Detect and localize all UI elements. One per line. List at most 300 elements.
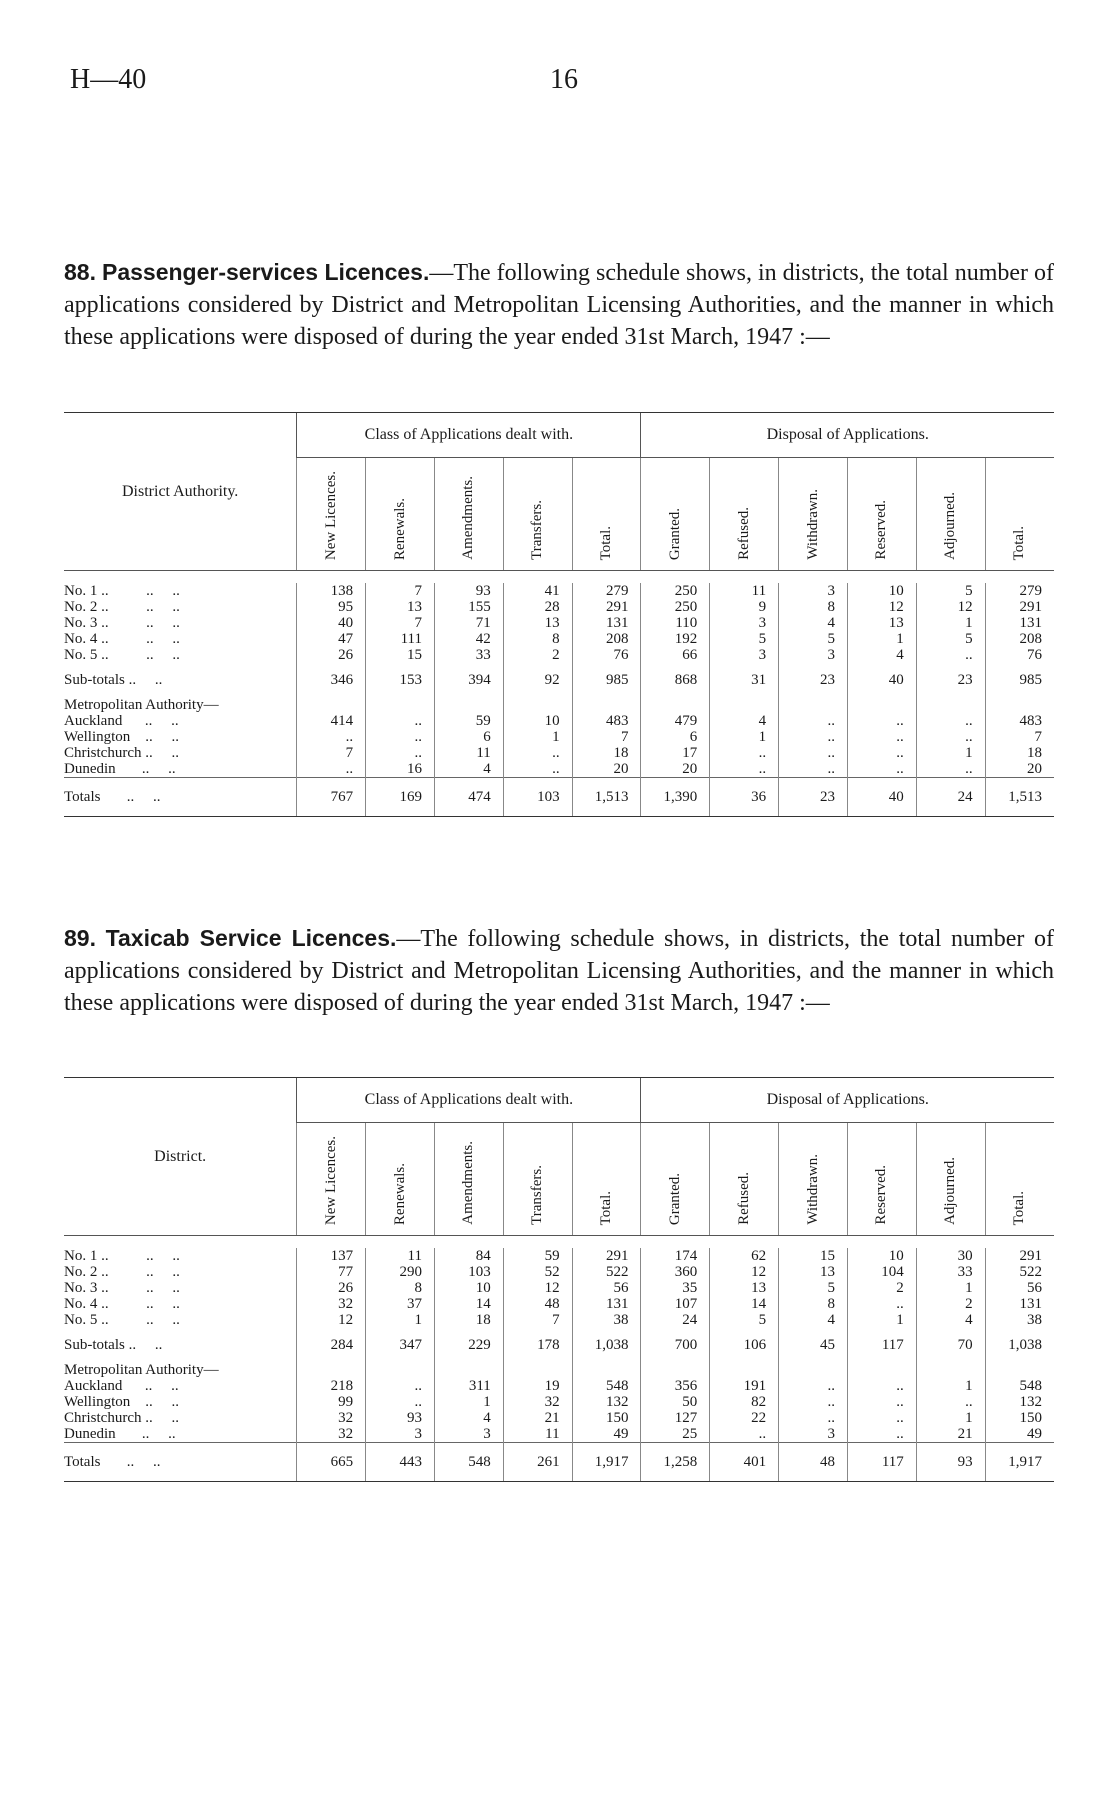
intro-paragraph <box>64 922 1054 1019</box>
table-cell: 10 <box>434 1280 503 1296</box>
column-header <box>297 458 366 571</box>
table-cell: 31 <box>710 663 779 697</box>
table-cell: 11 <box>710 583 779 599</box>
table-cell: 127 <box>641 1410 710 1426</box>
table-cell: 40 <box>847 778 916 817</box>
table-cell: 19 <box>503 1378 572 1394</box>
table-cell: 37 <box>366 1296 435 1312</box>
table-cell: 1,258 <box>641 1443 710 1482</box>
metro-authority-label: Metropolitan Authority— <box>64 1362 219 1378</box>
table-cell: 311 <box>434 1378 503 1394</box>
taxicab-service-table <box>64 1077 1054 1482</box>
column-header-label: Refused. <box>735 1172 752 1225</box>
table-cell: 92 <box>503 663 572 697</box>
table-cell: 261 <box>503 1443 572 1482</box>
page-header <box>70 64 1050 104</box>
table-cell <box>779 1362 848 1378</box>
table-cell: 93 <box>434 583 503 599</box>
table-cell <box>779 697 848 713</box>
column-header <box>297 1123 366 1236</box>
column-header-label: Total. <box>1011 1190 1028 1225</box>
table-cell: 76 <box>572 647 641 663</box>
table-cell: 23 <box>779 778 848 817</box>
column-header-label: Granted. <box>666 1172 683 1225</box>
table-cell: .. <box>297 729 366 745</box>
table-cell: 4 <box>916 1312 985 1328</box>
class-group-header: Class of Applications dealt with. <box>297 1078 641 1123</box>
table-cell: 21 <box>503 1410 572 1426</box>
table-cell: 20 <box>985 761 1054 778</box>
table-cell: 443 <box>366 1443 435 1482</box>
table-cell: 483 <box>572 713 641 729</box>
table-cell: 13 <box>503 615 572 631</box>
table-cell: 2 <box>503 647 572 663</box>
table-cell: 767 <box>297 778 366 817</box>
table-cell: 12 <box>710 1264 779 1280</box>
table-cell: .. <box>847 1410 916 1426</box>
table-cell: 12 <box>847 599 916 615</box>
table-cell: 6 <box>641 729 710 745</box>
table-cell: 12 <box>297 1312 366 1328</box>
row-label: Totals .. .. <box>64 1443 297 1482</box>
column-header <box>434 1123 503 1236</box>
table-cell: .. <box>847 1426 916 1443</box>
table-row <box>64 1312 1054 1328</box>
column-header-label: Renewals. <box>391 1162 408 1225</box>
table-cell: 14 <box>434 1296 503 1312</box>
table-cell: 1,917 <box>572 1443 641 1482</box>
table-cell: 40 <box>847 663 916 697</box>
table-cell: 45 <box>779 1328 848 1362</box>
column-header <box>434 458 503 571</box>
table-cell: 103 <box>434 1264 503 1280</box>
table-cell: 360 <box>641 1264 710 1280</box>
table-cell: 42 <box>434 631 503 647</box>
column-header <box>503 458 572 571</box>
table-cell: 7 <box>985 729 1054 745</box>
table-cell: 18 <box>434 1312 503 1328</box>
table-cell <box>366 1362 435 1378</box>
table-row <box>64 1328 1054 1362</box>
table-cell: 394 <box>434 663 503 697</box>
table-cell: 13 <box>710 1280 779 1296</box>
row-label: No. 4 .. .. .. <box>64 1296 180 1312</box>
table-cell: 250 <box>641 583 710 599</box>
table-cell: 1 <box>710 729 779 745</box>
column-header-label: Reserved. <box>873 1165 890 1225</box>
table-cell: .. <box>503 761 572 778</box>
metro-authority-label: Metropolitan Authority— <box>64 697 219 713</box>
table-cell: 104 <box>847 1264 916 1280</box>
table-cell: 137 <box>297 1248 366 1264</box>
table-cell: 290 <box>366 1264 435 1280</box>
table-cell: .. <box>847 761 916 778</box>
table-cell: 35 <box>641 1280 710 1296</box>
column-header-label: Amendments. <box>460 476 477 560</box>
section-number: 89. <box>64 925 96 951</box>
passenger-services-table <box>64 412 1054 817</box>
section-89-intro <box>64 922 1054 1019</box>
table-cell: 66 <box>641 647 710 663</box>
row-label: No. 1 .. .. .. <box>64 583 180 599</box>
row-label: No. 2 .. .. .. <box>64 1264 180 1280</box>
column-header <box>572 1123 641 1236</box>
table-cell: 7 <box>366 615 435 631</box>
table-cell: 7 <box>503 1312 572 1328</box>
table-cell: 522 <box>985 1264 1054 1280</box>
table-cell: 169 <box>366 778 435 817</box>
table-cell: 474 <box>434 778 503 817</box>
table-row <box>64 631 1054 647</box>
table-cell: 4 <box>434 761 503 778</box>
table-row <box>64 599 1054 615</box>
table-cell: 7 <box>572 729 641 745</box>
table-cell: 13 <box>847 615 916 631</box>
table-cell: 16 <box>366 761 435 778</box>
table-cell: .. <box>916 729 985 745</box>
table-cell: 13 <box>779 1264 848 1280</box>
table-cell: 131 <box>572 615 641 631</box>
row-label: Auckland .. .. <box>64 1378 179 1394</box>
table-cell: 1 <box>366 1312 435 1328</box>
table-cell: 178 <box>503 1328 572 1362</box>
table-cell: 150 <box>572 1410 641 1426</box>
table-cell: 13 <box>366 599 435 615</box>
table-cell: .. <box>779 729 848 745</box>
table-cell: .. <box>710 1426 779 1443</box>
table-cell: 132 <box>572 1394 641 1410</box>
table-cell: 131 <box>985 615 1054 631</box>
table-cell: .. <box>779 745 848 761</box>
table-cell: 26 <box>297 647 366 663</box>
table-cell: 3 <box>779 1426 848 1443</box>
table-cell: 62 <box>710 1248 779 1264</box>
table-cell: .. <box>710 745 779 761</box>
table-row <box>64 583 1054 599</box>
table-cell: 5 <box>710 631 779 647</box>
table-cell: 153 <box>366 663 435 697</box>
table-cell: 71 <box>434 615 503 631</box>
column-header-label: Transfers. <box>529 1165 546 1225</box>
table-cell: 483 <box>985 713 1054 729</box>
table-cell: 985 <box>572 663 641 697</box>
table-cell <box>985 1362 1054 1378</box>
table-cell <box>916 697 985 713</box>
table-cell: 1 <box>847 631 916 647</box>
table-cell: 4 <box>779 1312 848 1328</box>
table-cell: 479 <box>641 713 710 729</box>
table-cell <box>366 697 435 713</box>
column-header <box>710 458 779 571</box>
row-label: Dunedin .. .. <box>64 1426 176 1442</box>
column-header-label: Total. <box>598 525 615 560</box>
table-cell: 3 <box>779 583 848 599</box>
column-header-label: New Licences. <box>322 470 339 560</box>
table-row <box>64 1443 1054 1482</box>
table-cell: 5 <box>779 1280 848 1296</box>
table-cell: 32 <box>297 1426 366 1443</box>
table-cell: .. <box>847 713 916 729</box>
table-cell: 279 <box>572 583 641 599</box>
table-cell: 6 <box>434 729 503 745</box>
table-cell <box>710 697 779 713</box>
table-cell: 56 <box>985 1280 1054 1296</box>
table-cell: 8 <box>779 1296 848 1312</box>
table-cell: 38 <box>985 1312 1054 1328</box>
table-cell <box>916 1362 985 1378</box>
table-cell: 25 <box>641 1426 710 1443</box>
table-cell: .. <box>366 1394 435 1410</box>
table-cell: 20 <box>641 761 710 778</box>
column-header <box>366 458 435 571</box>
table-cell: 48 <box>503 1296 572 1312</box>
row-label: Sub-totals .. .. <box>64 672 163 688</box>
table-cell: 1 <box>916 1378 985 1394</box>
table-cell: .. <box>779 1378 848 1394</box>
section-number: 88. <box>64 259 96 285</box>
table-cell: .. <box>366 745 435 761</box>
table-cell: 1 <box>916 745 985 761</box>
table-cell: 107 <box>641 1296 710 1312</box>
table-cell: 665 <box>297 1443 366 1482</box>
table-cell: 33 <box>434 647 503 663</box>
table-cell: 76 <box>985 647 1054 663</box>
table-cell: .. <box>916 1394 985 1410</box>
row-label: Totals .. .. <box>64 778 297 817</box>
table-cell <box>503 697 572 713</box>
table-cell: 4 <box>779 615 848 631</box>
table-cell: 3 <box>366 1426 435 1443</box>
table-cell: 8 <box>366 1280 435 1296</box>
table-row <box>64 729 1054 745</box>
table-cell: 291 <box>985 599 1054 615</box>
table-cell: 52 <box>503 1264 572 1280</box>
table-row <box>64 713 1054 729</box>
row-label: No. 5 .. .. .. <box>64 647 180 663</box>
table-cell: 59 <box>503 1248 572 1264</box>
table-cell: 95 <box>297 599 366 615</box>
column-header <box>503 1123 572 1236</box>
table-cell: 218 <box>297 1378 366 1394</box>
table-row <box>64 745 1054 761</box>
table-cell: 103 <box>503 778 572 817</box>
table-cell: 32 <box>503 1394 572 1410</box>
table-cell: 36 <box>710 778 779 817</box>
table-row <box>64 761 1054 778</box>
table-cell: 3 <box>710 615 779 631</box>
table-cell: 12 <box>916 599 985 615</box>
table-cell: 84 <box>434 1248 503 1264</box>
section-title: Taxicab Service Licences. <box>105 925 397 951</box>
column-header-label: New Licences. <box>322 1135 339 1225</box>
row-label: Christchurch .. .. <box>64 745 179 761</box>
column-header-label: Reserved. <box>873 500 890 560</box>
table-cell: 24 <box>641 1312 710 1328</box>
table-row <box>64 615 1054 631</box>
table-cell <box>503 1362 572 1378</box>
column-header <box>985 1123 1054 1236</box>
table-cell: 11 <box>366 1248 435 1264</box>
table-cell: 1,513 <box>572 778 641 817</box>
table-cell: 2 <box>916 1296 985 1312</box>
column-header <box>641 1123 710 1236</box>
table-cell: 138 <box>297 583 366 599</box>
disposal-group-header: Disposal of Applications. <box>641 1078 1054 1123</box>
table-cell: 1 <box>503 729 572 745</box>
table-cell: 356 <box>641 1378 710 1394</box>
table-row <box>64 647 1054 663</box>
table-cell: 70 <box>916 1328 985 1362</box>
table-cell: .. <box>779 1394 848 1410</box>
table-cell: 10 <box>847 1248 916 1264</box>
table-cell: .. <box>779 761 848 778</box>
table-cell: 131 <box>572 1296 641 1312</box>
row-label: Auckland .. .. <box>64 713 179 729</box>
column-header <box>847 458 916 571</box>
table-cell: 1 <box>434 1394 503 1410</box>
table-cell: 12 <box>503 1280 572 1296</box>
metro-label-row <box>64 697 1054 713</box>
row-label: Dunedin .. .. <box>64 761 176 777</box>
table-cell: 26 <box>297 1280 366 1296</box>
table-cell: 49 <box>985 1426 1054 1443</box>
authority-column-header: District Authority. <box>64 413 297 571</box>
spacer <box>64 571 1054 584</box>
column-header-label: Granted. <box>666 507 683 560</box>
table-cell: 15 <box>779 1248 848 1264</box>
table-cell: 3 <box>710 647 779 663</box>
table-row <box>64 1264 1054 1280</box>
column-header-label: Renewals. <box>391 497 408 560</box>
table-cell: 49 <box>572 1426 641 1443</box>
table-cell: 23 <box>779 663 848 697</box>
table-cell: 347 <box>366 1328 435 1362</box>
table-cell: 548 <box>434 1443 503 1482</box>
table-cell: 48 <box>779 1443 848 1482</box>
table-cell: .. <box>366 713 435 729</box>
table-cell: .. <box>847 745 916 761</box>
table-cell <box>985 697 1054 713</box>
table-cell: 38 <box>572 1312 641 1328</box>
column-header <box>847 1123 916 1236</box>
table-cell: .. <box>710 761 779 778</box>
table-cell: 17 <box>641 745 710 761</box>
table-cell: .. <box>916 761 985 778</box>
table-cell: 174 <box>641 1248 710 1264</box>
table-row <box>64 1296 1054 1312</box>
column-header-label: Transfers. <box>529 500 546 560</box>
table-cell: 414 <box>297 713 366 729</box>
table-cell: 30 <box>916 1248 985 1264</box>
table-cell <box>297 697 366 713</box>
table-cell: 1 <box>847 1312 916 1328</box>
table-row <box>64 1248 1054 1264</box>
table-cell: 1 <box>916 615 985 631</box>
table-cell: 56 <box>572 1280 641 1296</box>
table-cell: 132 <box>985 1394 1054 1410</box>
row-label: No. 2 .. .. .. <box>64 599 180 615</box>
row-label: No. 1 .. .. .. <box>64 1248 180 1264</box>
section-title: Passenger-services Licences. <box>102 259 430 285</box>
section-intro-text: —The following schedule shows, in districts, the total number of applications considered by District and Metropolitan Licensing Authorities, and the manner in which these applications were disposed of during the year ended 31st March, 1947 :— <box>64 260 1055 350</box>
section-intro-text: —The following schedule shows, in districts, the total number of applications considered by District and Metropolitan Licensing Authorities, and the manner in which these applications were disposed of during the year ended 31st March, 1947 :— <box>64 926 1055 1016</box>
table-cell: 40 <box>297 615 366 631</box>
table-cell: 208 <box>985 631 1054 647</box>
column-header-label: Adjourned. <box>942 492 959 560</box>
table-cell: 8 <box>779 599 848 615</box>
table-row <box>64 1410 1054 1426</box>
row-label: No. 3 .. .. .. <box>64 1280 180 1296</box>
table-cell: 18 <box>985 745 1054 761</box>
table-cell: 192 <box>641 631 710 647</box>
table-cell: .. <box>847 1394 916 1410</box>
column-header <box>779 1123 848 1236</box>
table-cell: 10 <box>847 583 916 599</box>
table-cell: 11 <box>503 1426 572 1443</box>
column-header <box>641 458 710 571</box>
column-header <box>916 458 985 571</box>
table-cell: 291 <box>572 599 641 615</box>
row-label: Sub-totals .. .. <box>64 1337 163 1353</box>
table-cell <box>641 1362 710 1378</box>
table-cell: 111 <box>366 631 435 647</box>
table-cell: 4 <box>710 713 779 729</box>
column-header <box>572 458 641 571</box>
table-cell: 28 <box>503 599 572 615</box>
table-cell: 401 <box>710 1443 779 1482</box>
page-number: 16 <box>550 64 578 95</box>
table-cell: .. <box>779 1410 848 1426</box>
table-cell: 522 <box>572 1264 641 1280</box>
table-cell <box>641 697 710 713</box>
table-cell <box>297 1362 366 1378</box>
table-cell: 7 <box>366 583 435 599</box>
table-cell: 82 <box>710 1394 779 1410</box>
intro-paragraph <box>64 256 1054 353</box>
table-cell: 548 <box>985 1378 1054 1394</box>
table-cell: 5 <box>710 1312 779 1328</box>
table-cell: 131 <box>985 1296 1054 1312</box>
table-cell: 14 <box>710 1296 779 1312</box>
table-cell: 1 <box>916 1280 985 1296</box>
table-row <box>64 1378 1054 1394</box>
table-cell: 5 <box>779 631 848 647</box>
table-cell: .. <box>503 745 572 761</box>
class-group-header: Class of Applications dealt with. <box>297 413 641 458</box>
table-cell: .. <box>779 713 848 729</box>
table-cell: 868 <box>641 663 710 697</box>
row-label: Wellington .. .. <box>64 729 180 745</box>
column-header <box>916 1123 985 1236</box>
table-cell: .. <box>366 729 435 745</box>
table-cell: 23 <box>916 663 985 697</box>
table-cell: 208 <box>572 631 641 647</box>
table-cell <box>710 1362 779 1378</box>
table-cell: .. <box>297 761 366 778</box>
table-cell: 41 <box>503 583 572 599</box>
column-header <box>366 1123 435 1236</box>
row-label: No. 5 .. .. .. <box>64 1312 180 1328</box>
table-cell: 117 <box>847 1328 916 1362</box>
spacer <box>64 1236 1054 1249</box>
authority-column-header: District. <box>64 1078 297 1236</box>
table-cell: .. <box>847 1378 916 1394</box>
row-label: No. 3 .. .. .. <box>64 615 180 631</box>
table-cell: 32 <box>297 1296 366 1312</box>
table-cell: 1 <box>916 1410 985 1426</box>
table-cell: 11 <box>434 745 503 761</box>
table-cell <box>434 697 503 713</box>
